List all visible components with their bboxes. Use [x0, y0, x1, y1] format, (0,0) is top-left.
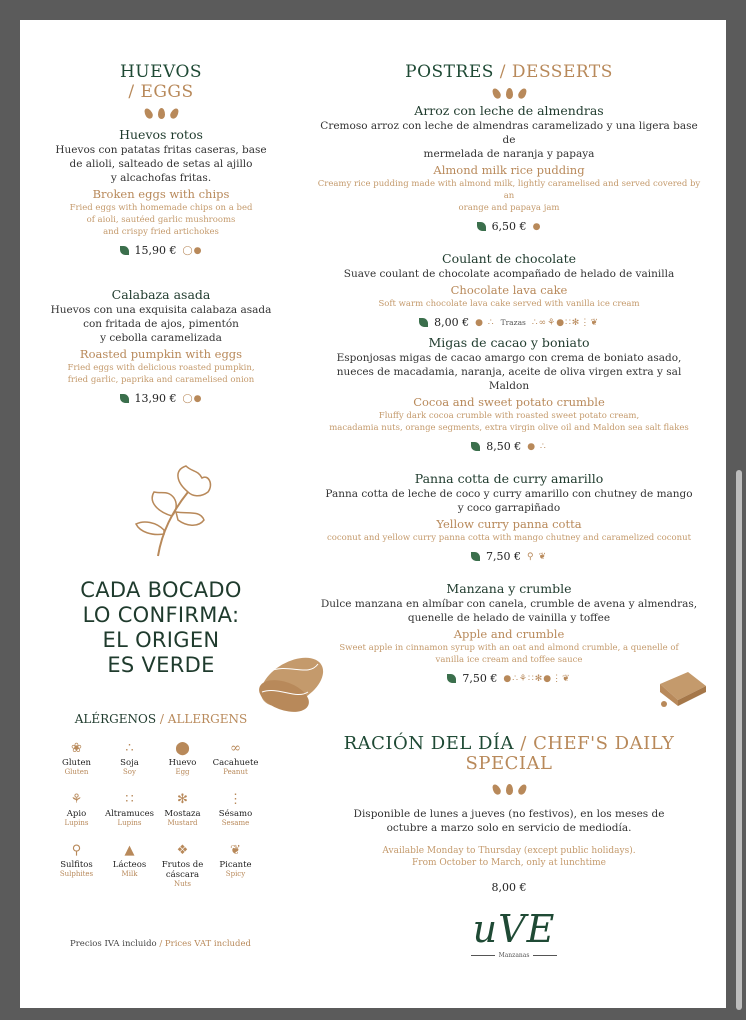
allergen-lupin — [103, 791, 156, 828]
logo-sub: Manzanas — [498, 952, 530, 959]
dish-name-en: Almond milk rice pudding — [433, 163, 585, 177]
allergen-label: Huevo — [168, 758, 197, 768]
lupin-icon: ∷ — [125, 792, 134, 807]
dish-name-en: Apple and crumble — [453, 627, 565, 641]
dish-calabaza-asada — [50, 287, 272, 405]
allergen-icons: ◯● — [182, 245, 203, 256]
allergens-title-es: ALÉRGENOS — [74, 712, 157, 726]
dish-panna-cotta — [316, 471, 702, 563]
allergen-label: Cacahuete — [212, 758, 259, 768]
special-desc: Disponible de lunes a jueves (no festivos), en los meses de — [353, 808, 665, 820]
dish-desc-en: vanilla ice cream and toffee sauce — [435, 655, 583, 665]
daily-special-section — [316, 734, 702, 894]
allergen-label: Mostaza — [164, 809, 201, 819]
vegan-icon — [447, 674, 456, 683]
dish-desc: Esponjosas migas de cacao amargo con crema de boniato asado, — [336, 352, 682, 364]
dish-name: Coulant de chocolate — [442, 251, 576, 266]
allergen-label-en: Sulphites — [59, 870, 94, 878]
allergen-label-en: Egg — [175, 768, 190, 776]
allergen-label-en: Spicy — [225, 870, 246, 878]
chocolate-illustration-icon — [654, 666, 710, 710]
desserts-title — [316, 62, 702, 82]
price: 7,50 € — [462, 672, 498, 685]
dish-desc-en: Creamy rice pudding made with almond milk, lightly caramelised and served covered by an — [317, 179, 701, 201]
allergen-peanut — [209, 740, 262, 777]
dish-desc: Huevos con patatas fritas caseras, base — [55, 144, 267, 156]
dish-desc: quenelle de helado de vainilla y toffee — [407, 612, 611, 624]
dish-desc: Dulce manzana en almíbar con canela, crumble de avena y almendras, — [320, 598, 698, 610]
logo-wordmark: uVE — [472, 907, 556, 951]
price-row — [316, 220, 702, 233]
sulphite-icon: ⚲ — [71, 843, 82, 858]
dish-desc: mermelada de naranja y papaya — [423, 148, 595, 160]
desserts-title-en: / DESSERTS — [499, 62, 613, 82]
vegan-icon — [477, 222, 486, 231]
dish-name: Panna cotta de curry amarillo — [414, 471, 604, 486]
trace-allergen-icons: ∴∞⚘●∷✻⋮❦ — [531, 317, 599, 328]
milk-icon: ▲ — [124, 843, 135, 858]
allergens-title — [50, 712, 272, 726]
mustard-icon: ✻ — [177, 792, 188, 807]
brand-logo — [444, 908, 584, 959]
allergen-spicy — [209, 842, 262, 889]
dish-desc-en: coconut and yellow curry panna cotta with mango chutney and caramelized coconut — [327, 533, 691, 543]
dish-desc-en: Fried eggs with homemade chips on a bed — [69, 203, 253, 213]
allergen-label: Picante — [219, 860, 252, 870]
allergen-label-en: Soy — [123, 768, 136, 776]
egg-icon: ⬤ — [175, 741, 190, 756]
special-desc: octubre a marzo solo en servicio de mediodía. — [386, 822, 632, 834]
dish-migas — [316, 335, 702, 453]
allergen-milk — [103, 842, 156, 889]
celery-icon: ⚘ — [70, 792, 83, 807]
price: 7,50 € — [486, 550, 521, 563]
peanut-icon: ∞ — [230, 741, 241, 756]
dish-name: Arroz con leche de almendras — [414, 103, 604, 118]
slogan-line: ES VERDE — [107, 653, 215, 677]
dish-desc-en: orange and papaya jam — [458, 203, 560, 213]
price-row — [316, 672, 702, 685]
allergen-legend — [50, 740, 264, 889]
dish-name: Huevos rotos — [119, 127, 203, 142]
dish-huevos-rotos — [50, 127, 272, 257]
menu-page — [20, 20, 726, 1008]
allergen-sulphites — [50, 842, 103, 889]
price-row — [316, 881, 702, 894]
dish-name-en: Yellow curry panna cotta — [436, 517, 582, 531]
eggs-title — [50, 62, 272, 102]
dish-coulant — [316, 251, 702, 329]
allergen-nuts — [156, 842, 209, 889]
dish-name-en: Chocolate lava cake — [450, 283, 568, 297]
dish-desc: y coco garrapiñado — [457, 502, 561, 514]
price: 6,50 € — [491, 220, 527, 233]
allergens-title-en: / ALLERGENS — [159, 712, 248, 726]
dish-desc-en: macadamia nuts, orange segments, extra virgin olive oil and Maldon sea salt flakes — [329, 423, 689, 433]
leaves-icon — [50, 108, 272, 119]
price: 13,90 € — [134, 392, 177, 405]
allergen-celery — [50, 791, 103, 828]
eggs-section — [50, 62, 272, 405]
dish-desc: Suave coulant de chocolate acompañado de helado de vainilla — [343, 268, 675, 280]
dish-desc: y alcachofas fritas. — [110, 172, 212, 184]
allergen-icons: ⚲ ❦ — [527, 551, 547, 562]
eggs-title-en: / EGGS — [128, 82, 194, 102]
allergen-label-en: Peanut — [223, 768, 248, 776]
allergen-label-en: Sesame — [221, 819, 250, 827]
desserts-section — [316, 62, 702, 685]
allergen-egg — [156, 740, 209, 777]
allergen-label: Soja — [120, 758, 139, 768]
allergen-label: Apio — [66, 809, 87, 819]
nut-icon: ❖ — [176, 843, 189, 858]
allergen-label-en: Lupins — [64, 819, 89, 827]
special-desc-en: From October to March, only at lunchtime — [412, 858, 606, 868]
slogan-line: LO CONFIRMA: — [82, 603, 240, 627]
special-desc-en: Available Monday to Thursday (except public holidays). — [382, 846, 636, 856]
price-row — [316, 550, 702, 563]
vat-note — [70, 939, 251, 949]
dish-desc-en: Sweet apple in cinnamon syrup with an oat and almond crumble, a quenelle of — [339, 643, 679, 653]
eggs-title-es: HUEVOS — [119, 62, 203, 82]
allergen-label: Sulfitos — [60, 860, 93, 870]
allergen-label-en: Milk — [121, 870, 138, 878]
dish-desc-en: Soft warm chocolate lava cake served with vanilla ice cream — [378, 299, 640, 309]
dish-desc: de alioli, salteado de setas al ajillo — [69, 158, 253, 170]
vegan-icon — [419, 318, 428, 327]
vegetarian-icon — [120, 394, 129, 403]
price-row — [50, 244, 272, 257]
allergen-gluten — [50, 740, 103, 777]
allergen-icons: ◯● — [182, 393, 203, 404]
special-title-en: / CHEF'S DAILY SPECIAL — [465, 733, 675, 774]
vegan-icon — [471, 552, 480, 561]
dish-desc: Panna cotta de leche de coco y curry amarillo con chutney de mango — [325, 488, 693, 500]
soy-icon: ∴ — [125, 741, 134, 756]
sesame-icon: ⋮ — [229, 792, 242, 807]
herb-illustration-icon — [128, 462, 218, 558]
slogan-line: EL ORIGEN — [102, 628, 220, 652]
slogan — [50, 578, 272, 678]
dish-name: Manzana y crumble — [446, 581, 572, 596]
allergen-icons: ● ∴ — [527, 441, 547, 452]
dish-desc: Huevos con una exquisita calabaza asada — [50, 304, 272, 316]
allergen-icons: ● — [532, 221, 542, 232]
vat-note-es: Precios IVA incluido — [70, 939, 157, 949]
allergen-label: Gluten — [62, 758, 91, 768]
special-title — [316, 734, 702, 774]
special-title-es: RACIÓN DEL DÍA — [343, 733, 515, 754]
wheat-icon: ❀ — [71, 741, 82, 756]
dish-name: Calabaza asada — [111, 287, 211, 302]
dish-desc-en: fried garlic, paprika and caramelised onion — [67, 375, 255, 385]
slogan-line: CADA BOCADO — [80, 578, 242, 602]
dish-name-en: Roasted pumpkin with eggs — [79, 347, 243, 361]
leaves-icon — [316, 88, 702, 99]
dish-arroz-con-leche — [316, 103, 702, 233]
leaves-icon — [316, 784, 702, 795]
vegan-icon — [471, 442, 480, 451]
price-row — [316, 440, 702, 453]
vegetarian-icon — [120, 246, 129, 255]
price-row — [316, 316, 702, 329]
dish-desc: y cebolla caramelizada — [100, 332, 222, 344]
allergen-icons: ●∴⚘∷✻●⋮❦ — [503, 673, 571, 684]
logo-subline — [444, 952, 584, 959]
allergen-label-en: Nuts — [173, 880, 192, 888]
dish-desc: nueces de macadamia, naranja, aceite de oliva virgen extra y sal Maldon — [336, 366, 682, 392]
price: 8,00 € — [434, 316, 470, 329]
allergen-mustard — [156, 791, 209, 828]
allergen-icons: ● ∴ — [475, 317, 495, 328]
dish-desc-en: and crispy fried artichokes — [103, 227, 219, 237]
dish-desc-en: Fried eggs with delicious roasted pumpkin, — [67, 363, 255, 373]
price: 8,50 € — [486, 440, 522, 453]
dish-manzana-crumble — [316, 581, 702, 685]
price-row — [50, 392, 272, 405]
dish-desc: Cremoso arroz con leche de almendras caramelizado y una ligera base de — [320, 120, 698, 146]
allergen-label: Sésamo — [218, 809, 253, 819]
traces-label: Trazas — [500, 318, 526, 327]
cacao-pod-illustration-icon — [248, 642, 338, 726]
dish-desc-en: Fluffy dark cocoa crumble with roasted sweet potato cream, — [378, 411, 640, 421]
allergen-label: Lácteos — [112, 860, 147, 870]
allergen-label: Frutos de cáscara — [161, 860, 204, 880]
price: 8,00 € — [491, 881, 527, 894]
allergen-label-en: Gluten — [64, 768, 89, 776]
dish-desc: con fritada de ajos, pimentón — [83, 318, 239, 330]
scrollbar-thumb[interactable] — [736, 470, 742, 1010]
price: 15,90 € — [134, 244, 177, 257]
dish-name-en: Broken eggs with chips — [92, 187, 230, 201]
allergen-label-en: Mustard — [167, 819, 198, 827]
allergen-label: Altramuces — [104, 809, 155, 819]
vat-note-en: / Prices VAT included — [159, 939, 251, 949]
dish-name-en: Cocoa and sweet potato crumble — [413, 395, 605, 409]
allergen-soy — [103, 740, 156, 777]
allergen-sesame — [209, 791, 262, 828]
chili-icon: ❦ — [230, 843, 241, 858]
dish-desc-en: of aioli, sautéed garlic mushrooms — [86, 215, 236, 225]
allergen-label-en: Lupins — [117, 819, 142, 827]
dish-name: Migas de cacao y boniato — [428, 335, 590, 350]
desserts-title-es: POSTRES — [405, 62, 494, 82]
